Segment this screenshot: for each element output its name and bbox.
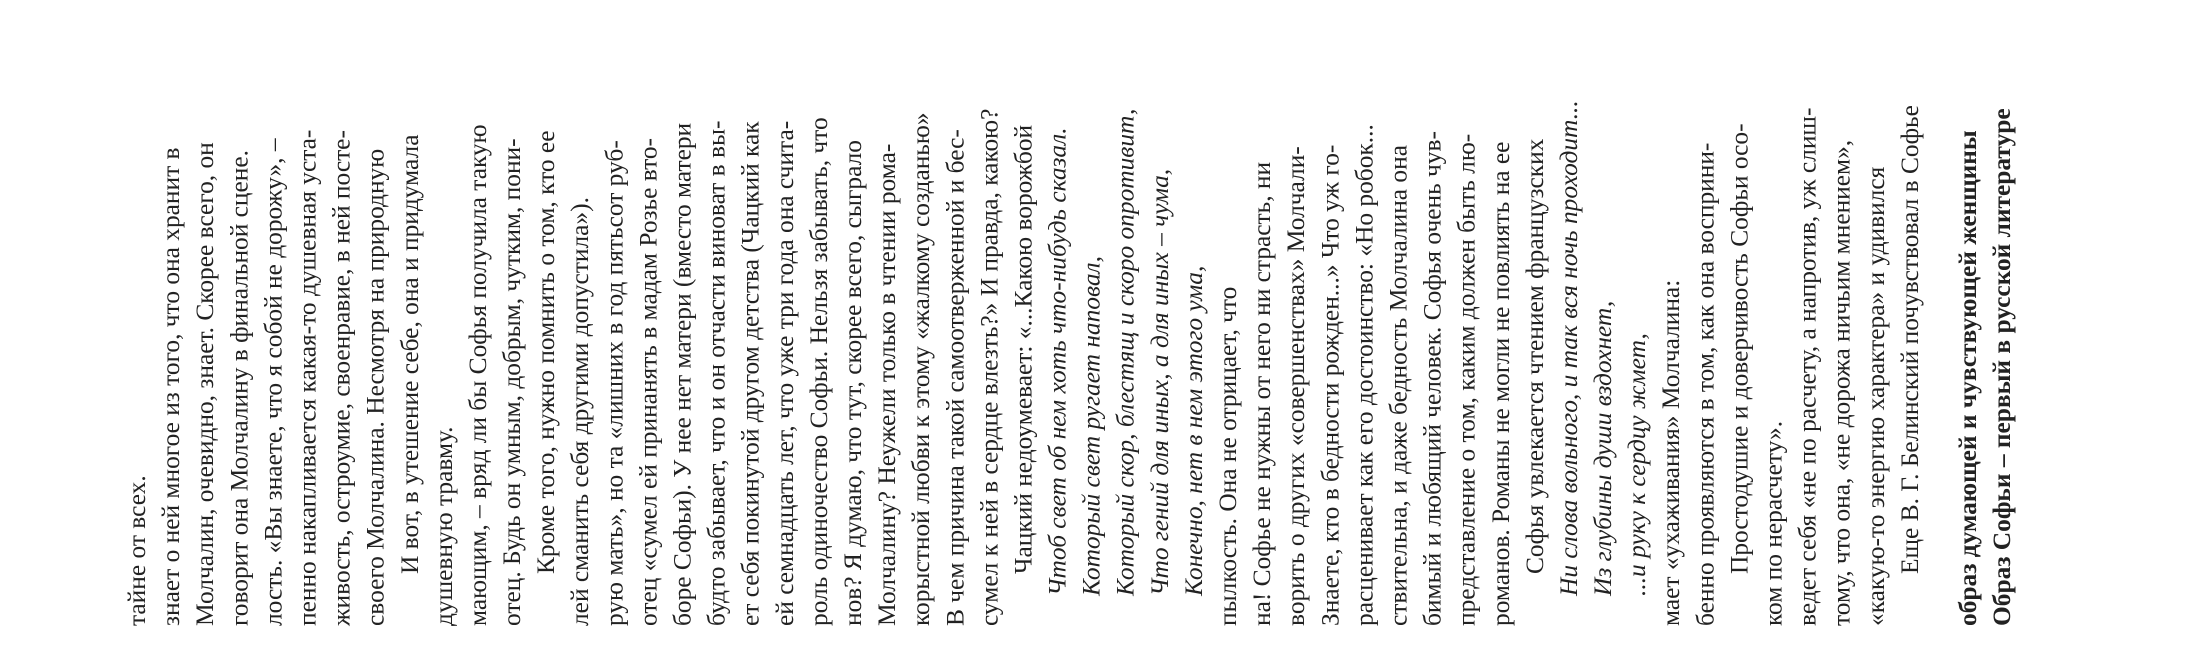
text-line: тайне от всех. bbox=[123, 475, 151, 626]
verse-line: Ни слова вольного, и так вся ночь проходит... bbox=[1554, 100, 1583, 596]
text-line: говорит она Молчалину в финальной сцене. bbox=[225, 150, 254, 626]
text-line: ком по нерасчету». bbox=[1759, 420, 1788, 626]
text-line: ворить о других «совершенствах» Молчали- bbox=[1282, 146, 1311, 626]
text-line: корыстной любви к этому «жалкому созданью» bbox=[907, 112, 936, 626]
text-line: Молчалин, очевидно, знает. Скорее всего, он bbox=[191, 142, 220, 626]
text-line: нов? Я думаю, что тут, скорее всего, сыграло bbox=[838, 140, 867, 626]
text-line: ей семнадцать лет, что уже три года она счита- bbox=[770, 120, 799, 626]
text-line: мающим, – вряд ли бы Софья получила такую bbox=[463, 124, 492, 626]
text-line: ствительна, и даже бедность Молчалина она bbox=[1384, 145, 1413, 626]
text-line: мает «ухаживания» Молчалина: bbox=[1657, 279, 1686, 626]
text-line: ведет себя «не по расчету, а напротив, уж слиш- bbox=[1793, 107, 1822, 626]
text-line: роль одиночество Софьи. Нельзя забывать, что bbox=[804, 117, 833, 626]
text-line: лей сманить себя другими допустила»). bbox=[566, 197, 595, 626]
text-line: расценивает как его достоинство: «Но робок... bbox=[1350, 124, 1379, 626]
text-line: пылкость. Она не отрицает, что bbox=[1214, 286, 1242, 626]
text-line: бимый и любящий человек. Софья очень чув- bbox=[1418, 131, 1447, 626]
text-line: боре Софьи). У нее нет матери (вместо матери bbox=[668, 122, 697, 626]
text-line: Софья увлекается чтением французских bbox=[1520, 138, 1549, 574]
text-line: на! Софье не нужны от него ни страсть, ни bbox=[1248, 161, 1277, 626]
verse-line: Чтоб свет об нем хоть что-нибудь сказал. bbox=[1043, 127, 1072, 596]
text-line: лость. «Вы знаете, что я собой не дорожу», – bbox=[259, 138, 288, 626]
text-line: душевную травму. bbox=[429, 426, 458, 626]
chapter-title-line-1: Образ Софьи – первый в русской литературе bbox=[1988, 108, 2017, 626]
text-line: И вот, в утешение себе, она и придумала bbox=[395, 134, 424, 574]
text-line: отец. Будь он умным, добрым, чутким, пони- bbox=[498, 138, 527, 626]
text-line: отец «сумел ей принанять в мадам Розье вто- bbox=[634, 137, 663, 626]
text-line: сумел к ней в сердце влезть?» И правда, какою? bbox=[975, 108, 1004, 626]
text-line: будто забывает, что и он отчасти виноват в вы- bbox=[702, 120, 731, 626]
verse-line: Который скор, блестящ и скоро опротивит, bbox=[1111, 108, 1140, 596]
text-line: Простодушие и доверчивость Софьи осо- bbox=[1725, 123, 1754, 574]
page-text-column bbox=[120, 6, 2019, 626]
text-line: живость, остроумие, своенравие, в ней посте- bbox=[327, 130, 356, 626]
title-gap bbox=[1927, 6, 1951, 626]
verse-line: ...и руку к сердцу жмет, bbox=[1623, 333, 1652, 596]
text-line: «какую-то энергию характера» и удивился bbox=[1861, 166, 1890, 626]
verse-line: Что гений для иных, а для иных – чума, bbox=[1145, 168, 1174, 596]
text-line: бенно проявляются в том, как она восприни- bbox=[1691, 142, 1720, 626]
text-line: романов. Романы не могли не повлиять на ее bbox=[1486, 141, 1515, 626]
text-line: знает о ней многое из того, что она хранит в bbox=[157, 147, 186, 626]
text-line: Чацкий недоумевает: «...Какою ворожбой bbox=[1009, 124, 1038, 574]
text-line: представление о том, каким должен быть лю- bbox=[1452, 133, 1481, 626]
text-line: рую мать», но та «лишних в год пятьсот руб- bbox=[600, 140, 629, 626]
chapter-title-line-2: образ думающей и чувствующей женщины bbox=[1953, 130, 1982, 626]
verse-line: Из глубины души вздохнет, bbox=[1589, 300, 1618, 596]
verse-line: Конечно, нет в нем этого ума, bbox=[1179, 265, 1208, 596]
text-line: ет себя покинутой другом детства (Чацкий как bbox=[736, 121, 765, 626]
verse-line: Который свет ругает наповал, bbox=[1077, 256, 1106, 596]
text-line: Кроме того, нужно помнить о том, кто ее bbox=[532, 130, 561, 574]
text-line: Еще В. Г. Белинский почувствовал в Софье bbox=[1895, 105, 1924, 574]
text-line: тому, что она, «не дорожа ничьим мнением», bbox=[1827, 139, 1856, 626]
text-line: пенно накапливается какая-то душевная уста- bbox=[293, 129, 322, 626]
text-line: своего Молчалина. Несмотря на природную bbox=[361, 148, 390, 626]
text-line: В чем причина такой самоотверженной и бес- bbox=[941, 129, 970, 626]
text-line: Молчалину? Неужели только в чтении рома- bbox=[873, 143, 902, 626]
text-line: Знаете, кто в бедности рожден...» Что уж го- bbox=[1316, 144, 1345, 626]
